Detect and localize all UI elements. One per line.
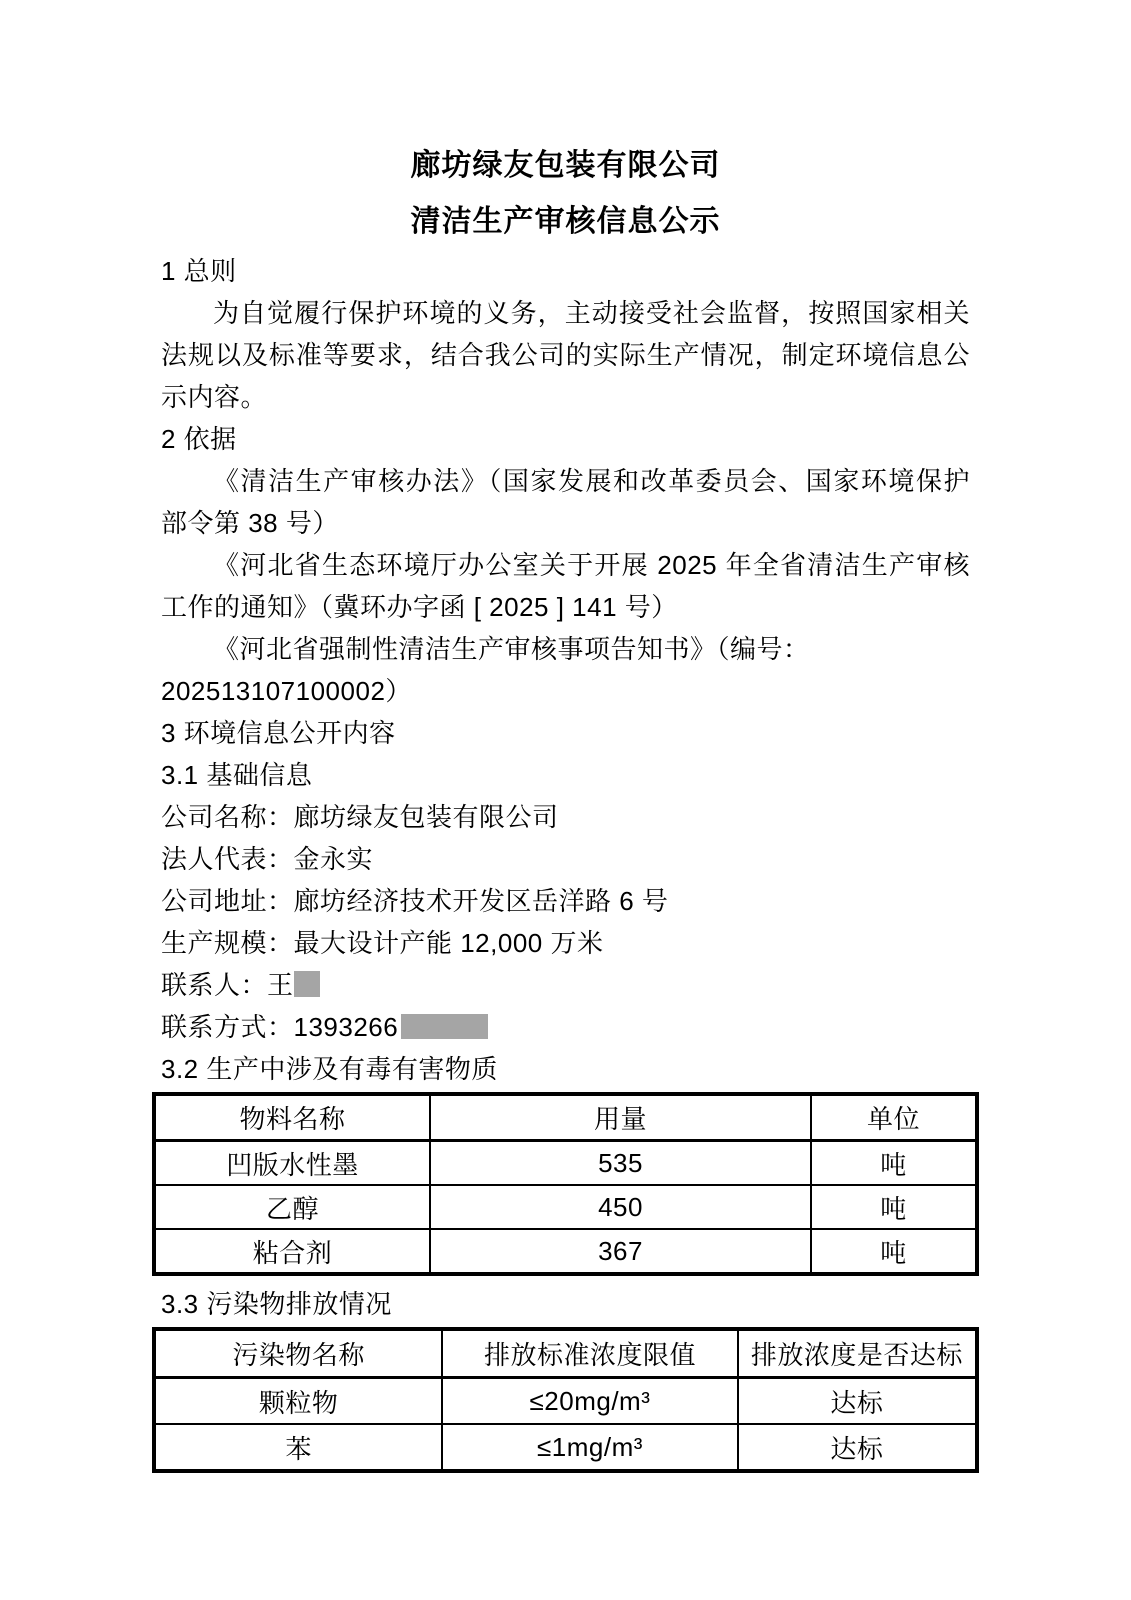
- toxic-table-row-2: [154, 1185, 977, 1229]
- emission-header-limit: 排放标准浓度限值: [442, 1329, 737, 1378]
- document-title-line-2: 清洁生产审核信息公示: [410, 205, 721, 238]
- emission-header-pollutant: 污染物名称: [154, 1329, 442, 1378]
- emission-row2-compliance: 达标: [738, 1424, 977, 1471]
- company-name-line: 公司名称：廊坊绿友包装有限公司: [161, 802, 559, 832]
- toxic-row2-usage: 450: [430, 1185, 811, 1229]
- emission-row2-pollutant: 苯: [154, 1424, 442, 1471]
- reference-3-line-2: 202513107100002）: [161, 676, 412, 706]
- toxic-row1-material: 凹版水性墨: [154, 1141, 430, 1186]
- reference-3-line-1: 《河北省强制性清洁生产审核事项告知书》（编号：: [213, 634, 810, 664]
- emission-row1-pollutant: 颗粒物: [154, 1378, 442, 1425]
- emission-row1-compliance: 达标: [738, 1378, 977, 1425]
- section-1-heading: 1 总则: [161, 256, 237, 286]
- toxic-table-row-3: [154, 1229, 977, 1274]
- section-3-1-heading: 3.1 基础信息: [161, 760, 313, 790]
- contact-phone-text: 联系方式：1393266: [161, 1012, 399, 1042]
- emission-header-compliance: 排放浓度是否达标: [738, 1329, 977, 1378]
- section-1-paragraph-line-3: 示内容。: [161, 382, 268, 412]
- reference-1-line-1: 《清洁生产审核办法》（国家发展和改革委员会、国家环境保护: [213, 466, 970, 496]
- section-2-heading: 2 依据: [161, 424, 237, 454]
- emission-table-row-2: [154, 1424, 977, 1471]
- company-address-line: 公司地址：廊坊经济技术开发区岳洋路 6 号: [161, 886, 669, 916]
- redaction-block-name: [294, 971, 320, 997]
- toxic-header-material: 物料名称: [154, 1094, 430, 1141]
- toxic-materials-table: [152, 1092, 979, 1276]
- section-1-paragraph-line-1: 为自觉履行保护环境的义务，主动接受社会监督，按照国家相关: [213, 298, 970, 328]
- emission-table-header-row: [154, 1329, 977, 1378]
- section-3-heading: 3 环境信息公开内容: [161, 718, 396, 748]
- emission-table-row-1: [154, 1378, 977, 1425]
- toxic-row2-unit: 吨: [811, 1185, 977, 1229]
- emission-row1-limit: ≤20mg/m³: [442, 1378, 737, 1425]
- toxic-row2-material: 乙醇: [154, 1185, 430, 1229]
- emission-row2-limit: ≤1mg/m³: [442, 1424, 737, 1471]
- document-title-line-1: 廊坊绿友包装有限公司: [410, 149, 721, 182]
- section-3-2-heading: 3.2 生产中涉及有毒有害物质: [161, 1054, 498, 1084]
- toxic-row1-usage: 535: [430, 1141, 811, 1186]
- redaction-block-phone: [401, 1014, 488, 1039]
- toxic-row1-unit: 吨: [811, 1141, 977, 1186]
- toxic-table-header-row: [154, 1094, 977, 1141]
- contact-phone-line: [161, 1006, 970, 1048]
- toxic-header-usage: 用量: [430, 1094, 811, 1141]
- production-capacity-line: 生产规模：最大设计产能 12,000 万米: [161, 928, 604, 958]
- toxic-row3-unit: 吨: [811, 1229, 977, 1274]
- section-1-paragraph-line-2: 法规以及标准等要求，结合我公司的实际生产情况，制定环境信息公: [161, 340, 970, 370]
- reference-1-line-2: 部令第 38 号）: [161, 508, 339, 538]
- section-3-3-heading: 3.3 污染物排放情况: [161, 1289, 392, 1319]
- reference-2-line-2: 工作的通知》（冀环办字函 [ 2025 ] 141 号）: [161, 592, 678, 622]
- legal-representative-line: 法人代表：金永实: [161, 844, 374, 874]
- contact-person-line: [161, 964, 970, 1006]
- contact-person-text: 联系人：王: [161, 970, 294, 1000]
- toxic-row3-usage: 367: [430, 1229, 811, 1274]
- pollutant-emission-table: [152, 1327, 979, 1473]
- toxic-header-unit: 单位: [811, 1094, 977, 1141]
- reference-2-line-1: 《河北省生态环境厅办公室关于开展 2025 年全省清洁生产审核: [213, 550, 970, 580]
- toxic-table-row-1: [154, 1141, 977, 1186]
- toxic-row3-material: 粘合剂: [154, 1229, 430, 1274]
